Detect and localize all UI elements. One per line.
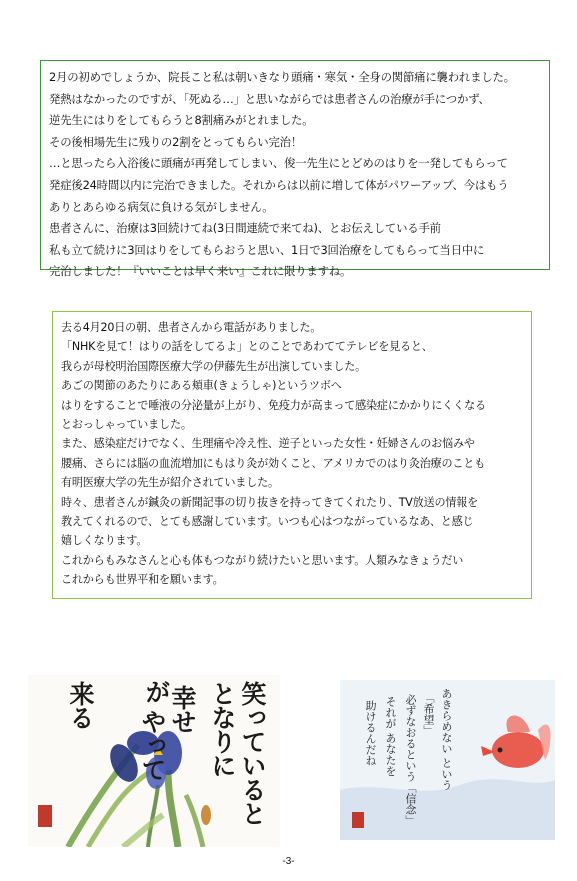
- story2-line: 嬉しくなります。: [61, 534, 148, 548]
- calligraphy-column-4: が: [142, 679, 171, 703]
- story2-line: 我らが母校明治国際医療大学の伊藤先生が出演していました。: [61, 359, 367, 373]
- story2-line: 有明医療大学の先生が紹介されていました。: [61, 476, 279, 490]
- story2-line: 教えてくれるので、とても感謝しています。いつも心はつながっているなあ、と感じ: [61, 515, 474, 529]
- story2-line: これからもみなさんと心も体もつながり続けたいと思います。人類みなきょうだい: [61, 553, 464, 567]
- story1-line: 逆先生にはりをしてもらうと8割痛みがとれました。: [49, 113, 314, 128]
- story2-line: 「NHKを見て！はりの話をしてるよ」とのことであわててテレビを見ると、: [61, 340, 433, 354]
- story2-line: とおっしゃっていました。: [61, 418, 192, 432]
- story2-line: はりをすることで唾液の分泌量が上がり、免疫力が高まって感染症にかかりにくくなる: [61, 398, 486, 412]
- story1-line: 発症後24時間以内に完治できました。それからは以前に増して体がパワーアップ、今はもう: [49, 177, 509, 192]
- story-box-headache: [40, 60, 550, 279]
- story1-line: 完治しました！『いいことは早く来い』これに限りますね。: [49, 264, 352, 279]
- artist-seal: [38, 805, 52, 827]
- calligraphy-column-2: 「希望」: [422, 692, 435, 736]
- goldfish-calligraphy-painting: [340, 680, 555, 840]
- story1-line: その後相場先生に残りの2割をとってもらい完治！: [49, 134, 303, 149]
- story2-line: また、感染症だけでなく、生理痛や冷え性、逆子といった女性・妊婦さんのお悩みや: [61, 437, 475, 451]
- story1-line: …と思ったら入浴後に頭痛が再発してしまい、俊一先生にとどめのはりを一発してもらって: [49, 156, 508, 171]
- story1-line: 患者さんに、治療は3回続けてね(3日間連続で来てね)、とお伝えしている手前: [49, 221, 441, 236]
- story1-line: 私も立て続けに3回はりをしてもらおうと思い、1日で3回治療をしてもらって当日中に: [49, 242, 485, 257]
- calligraphy-column-4: それが あなたを: [384, 696, 397, 777]
- page-number: -3-: [282, 856, 295, 867]
- calligraphy-column-3: 幸せ: [168, 685, 197, 733]
- calligraphy-column-5: やって: [138, 709, 167, 781]
- story1-line: 2月の初めでしょうか、院長こと私は朝いきなり頭痛・寒気・全身の関節痛に襲われました。: [49, 70, 515, 84]
- calligraphy-column-2: となりに: [208, 681, 237, 777]
- story2-line: これからも世界平和を願います。: [61, 573, 224, 587]
- story2-line: 去る4月20日の朝、患者さんから電話がありました。: [61, 321, 322, 334]
- iris-calligraphy-painting: [28, 675, 280, 847]
- calligraphy-column-1: 笑っていると: [238, 681, 267, 825]
- story2-line: 腰痛、さらには脳の血流増加にもはり灸が効くこと、アメリカでのはり灸治療のことも: [61, 456, 486, 470]
- story-box-nhk: [52, 311, 532, 599]
- artist-seal: [352, 812, 364, 828]
- story1-line: 発熱はなかったのですが、「死ぬる…」と思いながらでは患者さんの治療が手につかず、: [49, 91, 490, 106]
- calligraphy-column-5: 助けるんだね: [364, 700, 377, 766]
- story2-line: あごの関節のあたりにある頬車(きょうしゃ)というツボへ: [61, 379, 342, 393]
- calligraphy-column-1: あきらめない という: [440, 688, 453, 791]
- story2-line: 時々、患者さんが鍼灸の新聞記事の切り抜きを持ってきてくれたり、TV放送の情報を: [61, 495, 479, 509]
- calligraphy-column-6: 来る: [66, 681, 95, 729]
- calligraphy-column-3: 必ずなおるという「信念」: [404, 694, 417, 826]
- story1-line: ありとあらゆる病気に負ける気がしません。: [49, 199, 274, 214]
